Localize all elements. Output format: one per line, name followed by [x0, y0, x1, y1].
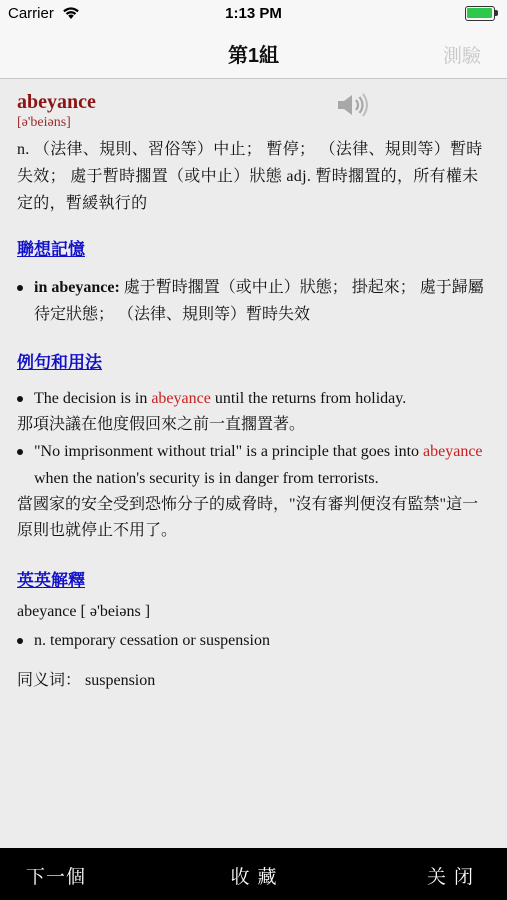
association-text: 處于暫時擱置（或中止）狀態； 掛起來； 處于歸屬待定狀態； （法律、規則等）暫時失效: [34, 279, 484, 323]
example-highlight: abeyance: [423, 443, 483, 460]
synonym-label: 同义词：: [17, 672, 82, 689]
status-time: 1:13 PM: [225, 5, 282, 22]
bullet-icon: [17, 396, 23, 402]
example-zh: 當國家的安全受到恐怖分子的威脅時，"沒有審判便沒有監禁"這一原則也就停止不用了。: [17, 496, 479, 539]
example-item: [17, 385, 493, 412]
speaker-icon[interactable]: [335, 92, 369, 118]
synonym-row: [17, 668, 493, 694]
example-en: The decision is in: [34, 390, 152, 407]
bullet-icon: [17, 638, 23, 644]
status-bar: [0, 0, 507, 28]
example-en-tail: when the nation's security is in danger from terrorists.: [34, 470, 379, 487]
next-button[interactable]: 下一個: [26, 867, 87, 888]
definition-text: n. （法律、規則、習俗等）中止； 暫停； （法律、規則等）暫時失效； 處于暫時擱置（或中止）狀態 adj. 暫時擱置的，所有權未定的，暫緩執行的: [17, 141, 483, 212]
association-item: [17, 274, 493, 328]
page-title: 第1組: [227, 45, 280, 67]
association-term: in abeyance:: [34, 279, 120, 296]
example-item: [17, 438, 493, 492]
association-heading[interactable]: 聯想記憶: [17, 240, 85, 259]
battery-icon: [465, 6, 499, 21]
close-button[interactable]: 关闭: [426, 867, 481, 888]
bottom-toolbar: [0, 848, 507, 900]
examples-heading[interactable]: 例句和用法: [17, 353, 102, 372]
english-definition-heading[interactable]: 英英解釋: [17, 571, 85, 590]
quiz-button[interactable]: 測驗: [442, 46, 481, 67]
navigation-bar: [0, 28, 507, 79]
phonetic: [ə'beiəns]: [17, 115, 71, 130]
word-header: [17, 90, 493, 132]
bullet-icon: [17, 449, 23, 455]
bullet-icon: [17, 285, 23, 291]
synonym-value: suspension: [85, 672, 156, 689]
carrier-label: Carrier: [8, 5, 54, 22]
example-zh: 那項決議在他度假回來之前一直擱置著。: [17, 416, 306, 433]
example-en-tail: until the returns from holiday.: [210, 390, 407, 407]
headword: abeyance: [17, 91, 96, 113]
english-definition-item: [17, 627, 493, 654]
english-headword: abeyance [ ə'beiəns ]: [17, 603, 151, 620]
favorite-button[interactable]: 收藏: [230, 867, 285, 888]
example-highlight: abeyance: [151, 390, 211, 407]
english-definition-text: n. temporary cessation or suspension: [34, 632, 270, 649]
entry-content: [17, 90, 493, 694]
example-en: "No imprisonment without trial" is a principle that goes into: [34, 443, 424, 460]
